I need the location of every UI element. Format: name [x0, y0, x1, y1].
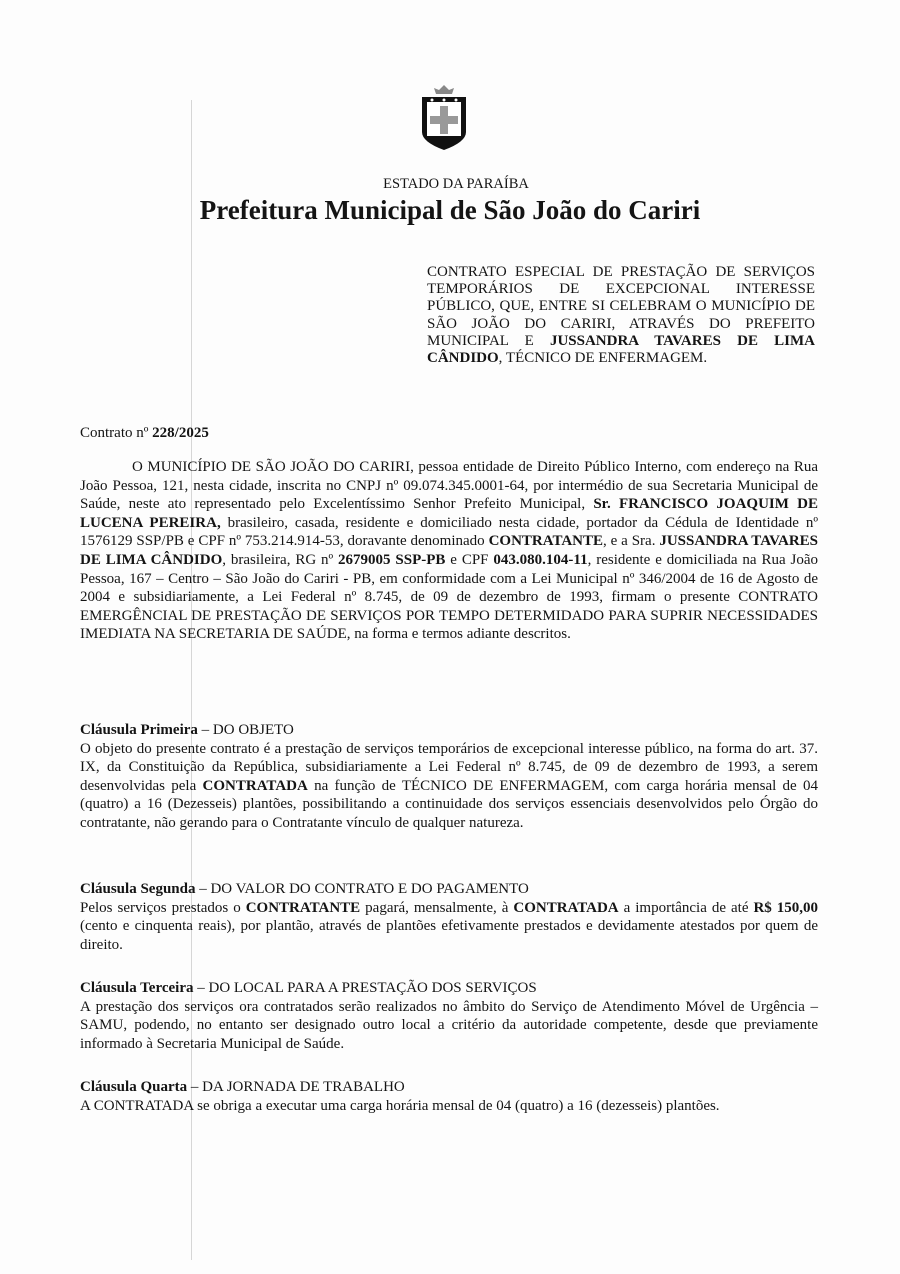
text: na função de TÉCNICO DE ENFERMAGEM, com carga horária mensal de 04 (quatro) a 16 (Dezesseis) plantões, possibilitando a continuidade dos serviços essenciais desenvolvidos pelo Órgão do contratante, não gerando para o Contratante vínculo de qualquer natureza. — [80, 777, 819, 831]
bold-text: Sr. FRANCISCO JOAQUIM DE LUCENA PEREIRA, — [80, 496, 818, 531]
clause-3: Cláusula Terceira – DO LOCAL PARA A PRESTAÇÃO DOS SERVIÇOS A prestação dos serviços ora contratados serão realizados no âmbito do Serviço de Atendimento Móvel de Urgência – SAMU, podendo, no entanto ser designado outro local a critério da autoridade competente, desde que previamente informado à Secretaria Municipal de Saúde. — [80, 980, 818, 1052]
contract-number: Contrato nº 228/2025 — [80, 425, 209, 441]
text: Pelos serviços prestados o — [80, 899, 246, 916]
text: (cento e cinquenta reais), por plantão, através de plantões efetivamente prestados e devidamente atestados por quem de direito. — [80, 918, 818, 953]
bold-text: CONTRATADA — [513, 899, 619, 916]
text: , e a Sra. — [603, 533, 660, 550]
text: A CONTRATADA se obriga a executar uma carga horária mensal de 04 (quatro) a 16 (dezesseis) plantões. — [80, 1097, 720, 1114]
state-label: ESTADO DA PARAÍBA — [383, 176, 529, 192]
clause-body — [80, 740, 818, 833]
text: O MUNICÍPIO DE SÃO JOÃO DO CARIRI, pessoa entidade de Direito Público Interno, com endereço na Rua João Pessoa, 121, nesta cidade, inscrita no CNPJ nº 09.074.345.0001-64, por intermédio de sua Secretaria Municipal de Saúde, neste ato representado pelo Excelentíssimo Senhor Prefeito Municipal, — [80, 459, 818, 513]
clause-1: Cláusula Primeira – DO OBJETO O objeto do presente contrato é a prestação de serviços temporários de excepcional interesse público, na forma do art. 37. IX, da Constituição da República, subsidiariamente a Lei Federal nº 8.745, de 09 de dezembro de 1993, a serem desenvolvidas pela CONTRATADA na função de TÉCNICO DE ENFERMAGEM, com carga horária mensal de 04 (quatro) a 16 (Dezesseis) plantões, possibilitando a continuidade dos serviços essenciais desenvolvidos pelo Órgão do contratante, não gerando para o Contratante vínculo de qualquer natureza. — [80, 722, 819, 831]
coat-of-arms-icon — [418, 84, 470, 152]
text: CONTRATO ESPECIAL DE PRESTAÇÃO DE SERVIÇOS TEMPORÁRIOS DE EXCEPCIONAL INTERESSE PÚBLICO, QUE, ENTRE SI CELEBRAM O MUNICÍPIO DE SÃO JOÃO DO CARIRI, ATRAVÉS DO PREFEITO MUNICIPAL E — [427, 264, 815, 349]
bold-text: CONTRATANTE — [488, 533, 604, 550]
clause-4: Cláusula Quarta – DA JORNADA DE TRABALHO A CONTRATADA se obriga a executar uma carga horária mensal de 04 (quatro) a 16 (dezesseis) plantões. — [80, 1078, 818, 1115]
preamble-paragraph — [80, 458, 818, 644]
text: brasileiro, casada, residente e domiciliado nesta cidade, portador da Cédula de Identidade nº 1576129 SSP/PB e CPF nº 753.214.914-53, doravante denominado — [80, 514, 818, 550]
contract-number-value: 228/2025 — [152, 425, 209, 441]
bold-text: 043.080.104-11 — [493, 551, 588, 568]
text: pagará, mensalmente, à — [360, 899, 514, 916]
contract-summary — [427, 264, 815, 367]
text: , brasileira, RG nº — [222, 551, 339, 568]
text: , residente e domiciliada na Rua João Pessoa, 167 – Centro – São João do Cariri - PB, em conformidade com a Lei Municipal nº 346/2004 de 16 de Agosto de 2004 e subsidiariamente, a Lei Federal nº 8.745, de 09 de dezembro de 1993, firmam o presente CONTRATO EMERGÊNCIAL DE PRESTAÇÃO DE SERVIÇOS POR TEMPO DETERMIDADO PARA SUPRIR NECESSIDADES IMEDIATA NA SECRETARIA DE SAÚDE, na forma e termos adiante descritos. — [80, 551, 818, 643]
page-title: Prefeitura Municipal de São João do Cariri — [199, 195, 701, 225]
bold-text: JUSSANDRA TAVARES DE LIMA CÂNDIDO — [427, 332, 815, 367]
text: e CPF — [445, 551, 494, 568]
bold-text: CONTRATANTE — [245, 899, 361, 916]
clause-body — [80, 1097, 818, 1116]
bold-text: CONTRATADA — [202, 777, 308, 794]
bold-text: 2679005 SSP-PB — [338, 551, 446, 568]
bold-text: R$ 150,00 — [753, 899, 819, 916]
bold-text: JUSSANDRA TAVARES DE LIMA CÂNDIDO — [80, 533, 818, 568]
clause-body — [80, 998, 818, 1054]
text: a importância de até — [618, 899, 754, 916]
clause-2: Cláusula Segunda – DO VALOR DO CONTRATO E DO PAGAMENTO Pelos serviços prestados o CONTRATANTE pagará, mensalmente, à CONTRATADA a importância de até R$ 150,00 (cento e cinquenta reais), por plantão, através de plantões efetivamente prestados e devidamente atestados por quem de direito. — [80, 881, 819, 953]
text: , TÉCNICO DE ENFERMAGEM. — [498, 350, 708, 367]
text: O objeto do presente contrato é a prestação de serviços temporários de excepcional interesse público, na forma do art. 37. IX, da Constituição da República, subsidiariamente a Lei Federal nº 8.745, de 09 de dezembro de 1993, a serem desenvolvidas pela — [80, 740, 818, 794]
text: A prestação dos serviços ora contratados serão realizados no âmbito do Serviço de Atendimento Móvel de Urgência – SAMU, podendo, no entanto ser designado outro local a critério da autoridade competente, desde que previamente informado à Secretaria Municipal de Saúde. — [80, 998, 818, 1052]
clause-body — [80, 899, 818, 955]
